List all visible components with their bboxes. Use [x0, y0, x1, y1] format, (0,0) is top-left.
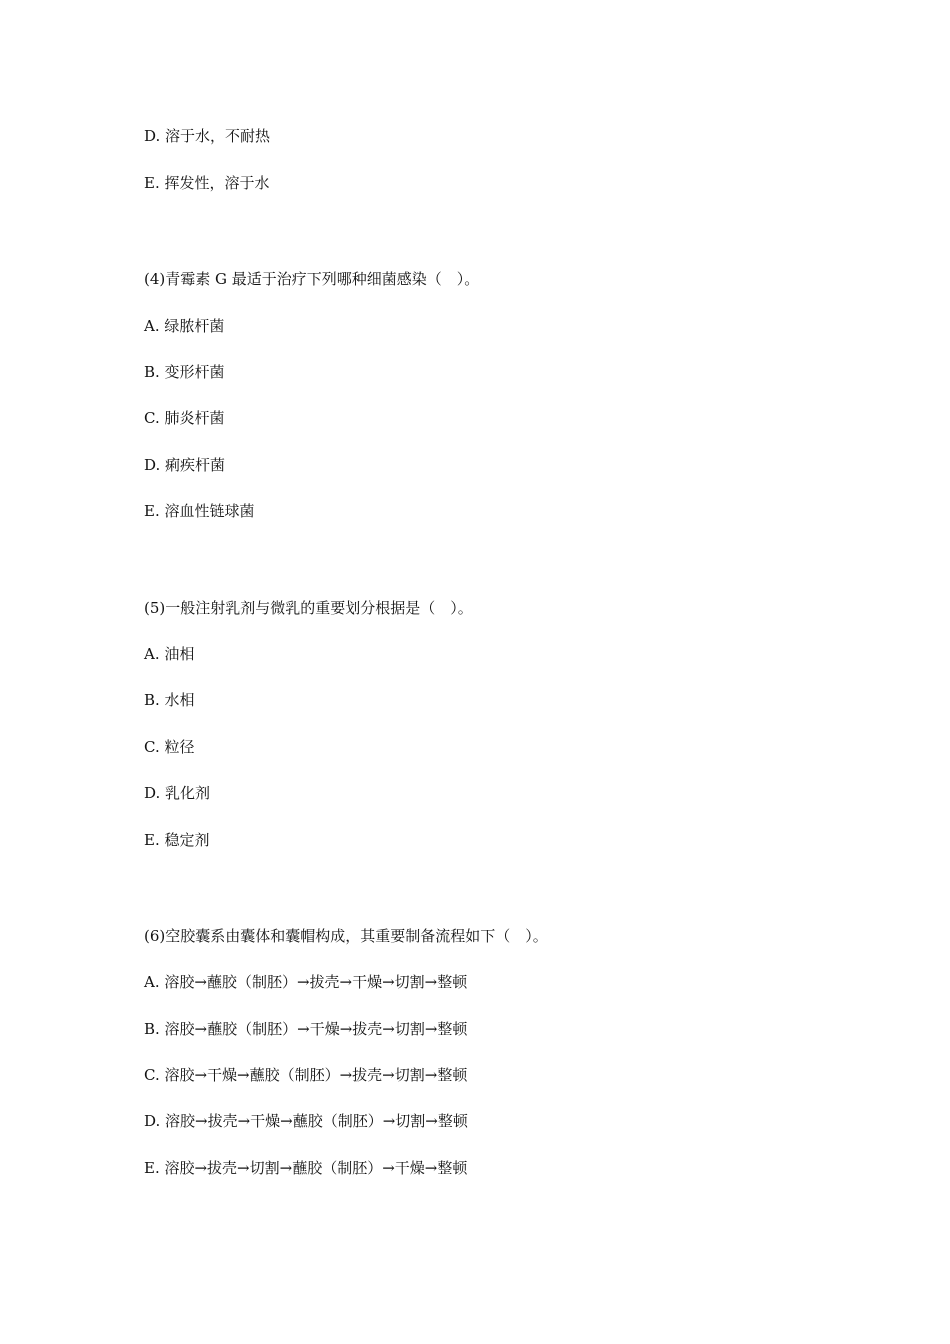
option-d: D. 溶于水，不耐热 — [144, 127, 271, 145]
question-6-option-b: B. 溶胶→蘸胶（制胚）→干燥→拔壳→切割→整顿 — [144, 1020, 468, 1038]
question-6-stem: (6)空胶囊系由囊体和囊帽构成，其重要制备流程如下（ ）。 — [144, 927, 548, 945]
question-4-option-c: C. 肺炎杆菌 — [144, 409, 225, 427]
question-4-option-d: D. 痢疾杆菌 — [144, 456, 226, 474]
option-e: E. 挥发性，溶于水 — [144, 174, 270, 192]
question-6-option-d: D. 溶胶→拔壳→干燥→蘸胶（制胚）→切割→整顿 — [144, 1112, 468, 1130]
question-4-option-b: B. 变形杆菌 — [144, 363, 225, 381]
question-5-option-c: C. 粒径 — [144, 738, 195, 756]
question-5-stem: (5)一般注射乳剂与微乳的重要划分根据是（ ）。 — [144, 599, 473, 617]
question-5-option-a: A. 油相 — [144, 645, 195, 663]
question-5-option-b: B. 水相 — [144, 691, 195, 709]
question-5-option-e: E. 稳定剂 — [144, 831, 210, 849]
question-6-option-a: A. 溶胶→蘸胶（制胚）→拔壳→干燥→切割→整顿 — [144, 973, 468, 991]
question-6-option-e: E. 溶胶→拔壳→切割→蘸胶（制胚）→干燥→整顿 — [144, 1159, 468, 1177]
question-5-option-d: D. 乳化剂 — [144, 784, 211, 802]
question-6-option-c: C. 溶胶→干燥→蘸胶（制胚）→拔壳→切割→整顿 — [144, 1066, 468, 1084]
question-4-stem: (4)青霉素 G 最适于治疗下列哪种细菌感染（ ）。 — [144, 270, 480, 288]
question-4-option-e: E. 溶血性链球菌 — [144, 502, 255, 520]
question-4-option-a: A. 绿脓杆菌 — [144, 317, 225, 335]
